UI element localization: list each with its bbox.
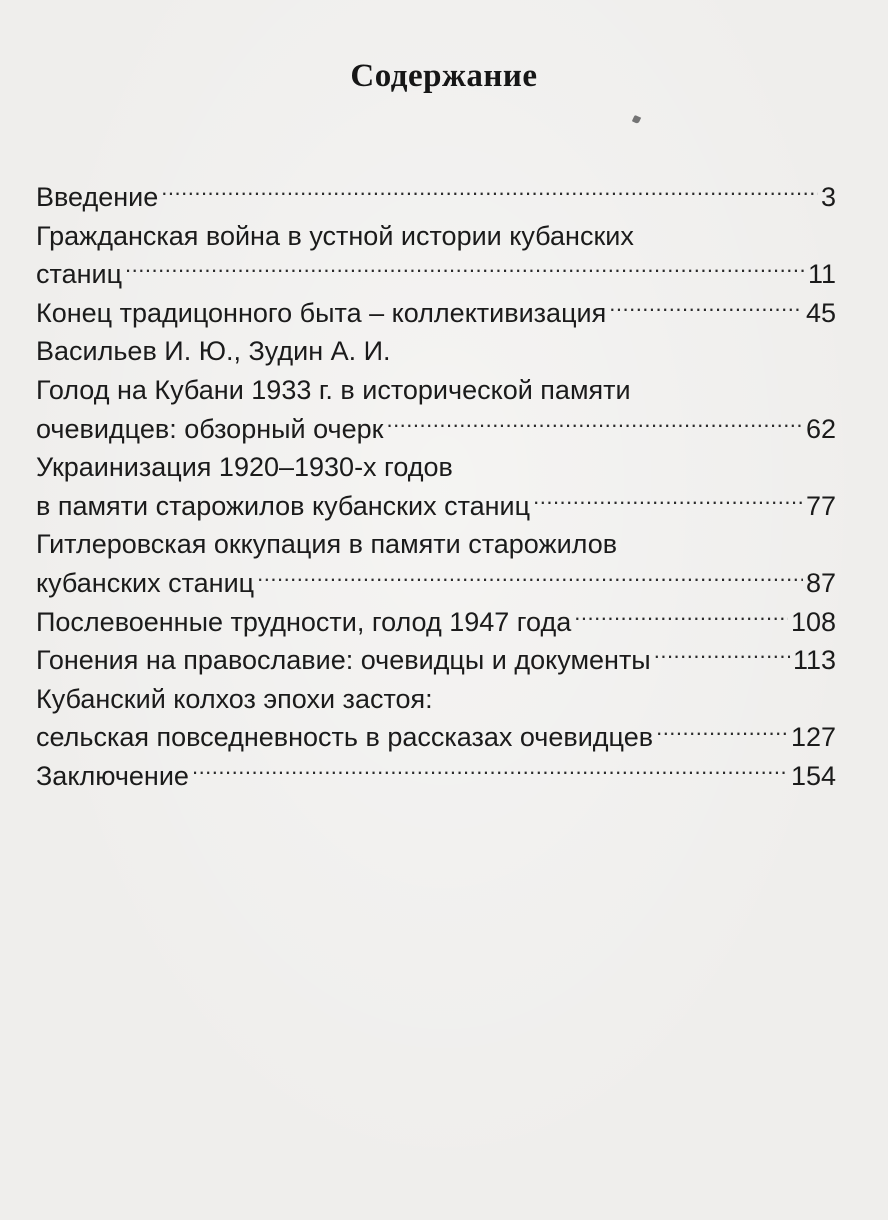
dot-leader [257,565,803,592]
toc-entry [36,255,836,294]
toc-entry [36,178,836,217]
toc-entry [36,680,836,719]
toc-entry-page: 87 [805,567,836,598]
dot-leader [125,256,805,283]
paper-speck [632,115,641,124]
dot-leader [386,411,803,438]
toc-entry-title: Голод на Кубани 1933 г. в исторической памяти [36,374,631,405]
toc-entry-page: 77 [805,490,836,521]
toc-entry [36,410,836,449]
toc-entry-page: 11 [807,259,836,290]
toc-entry [36,603,836,642]
dot-leader [161,179,818,206]
table-of-contents [36,178,836,796]
toc-entry-title: Кубанский колхоз эпохи застоя: [36,683,433,714]
toc-entry [36,217,836,256]
toc-entry [36,718,836,757]
dot-leader [654,642,790,669]
toc-entry [36,294,836,333]
toc-entry-page: 108 [790,606,836,637]
dot-leader [533,488,803,515]
toc-entry [36,525,836,564]
toc-entry [36,371,836,410]
toc-entry-title: Гонения на православие: очевидцы и документы [36,645,651,676]
dot-leader [656,719,788,746]
page-title: Содержание [350,58,538,94]
toc-entry-page: 154 [790,760,836,791]
toc-entry-title: Конец традицонного быта – коллективизация [36,297,607,328]
toc-entry-title: станиц [36,259,123,290]
toc-entry-title: Введение [36,182,159,212]
toc-entry-page: 113 [792,645,836,676]
dot-leader [609,295,803,322]
toc-entry-title: Гражданская война в устной истории кубанских [36,220,634,251]
toc-entry-page: 45 [805,297,836,328]
toc-entry-page: 3 [820,182,836,212]
toc-entry-title: Гитлеровская оккупация в памяти старожилов [36,529,618,560]
toc-entry [36,332,836,371]
toc-entry [36,448,836,487]
toc-entry-title: в памяти старожилов кубанских станиц [36,490,531,521]
toc-entry [36,487,836,526]
toc-entry [36,564,836,603]
toc-entry-title: кубанских станиц [36,567,255,598]
toc-entry-page: 62 [805,413,836,444]
toc-entry-authors: Васильев И. Ю., Зудин А. И. [36,336,391,367]
toc-entry-title: Заключение [36,760,189,791]
toc-entry-title: Послевоенные трудности, голод 1947 года [36,606,572,637]
toc-entry-page: 127 [790,722,836,753]
toc-entry-title: очевидцев: обзорный очерк [36,413,384,444]
dot-leader [574,604,788,631]
toc-entry [36,757,836,796]
toc-entry-title: сельская повседневность в рассказах очевидцев [36,722,654,753]
dot-leader [192,758,788,785]
toc-entry [36,641,836,680]
toc-entry-title: Украинизация 1920–1930-х годов [36,452,453,483]
